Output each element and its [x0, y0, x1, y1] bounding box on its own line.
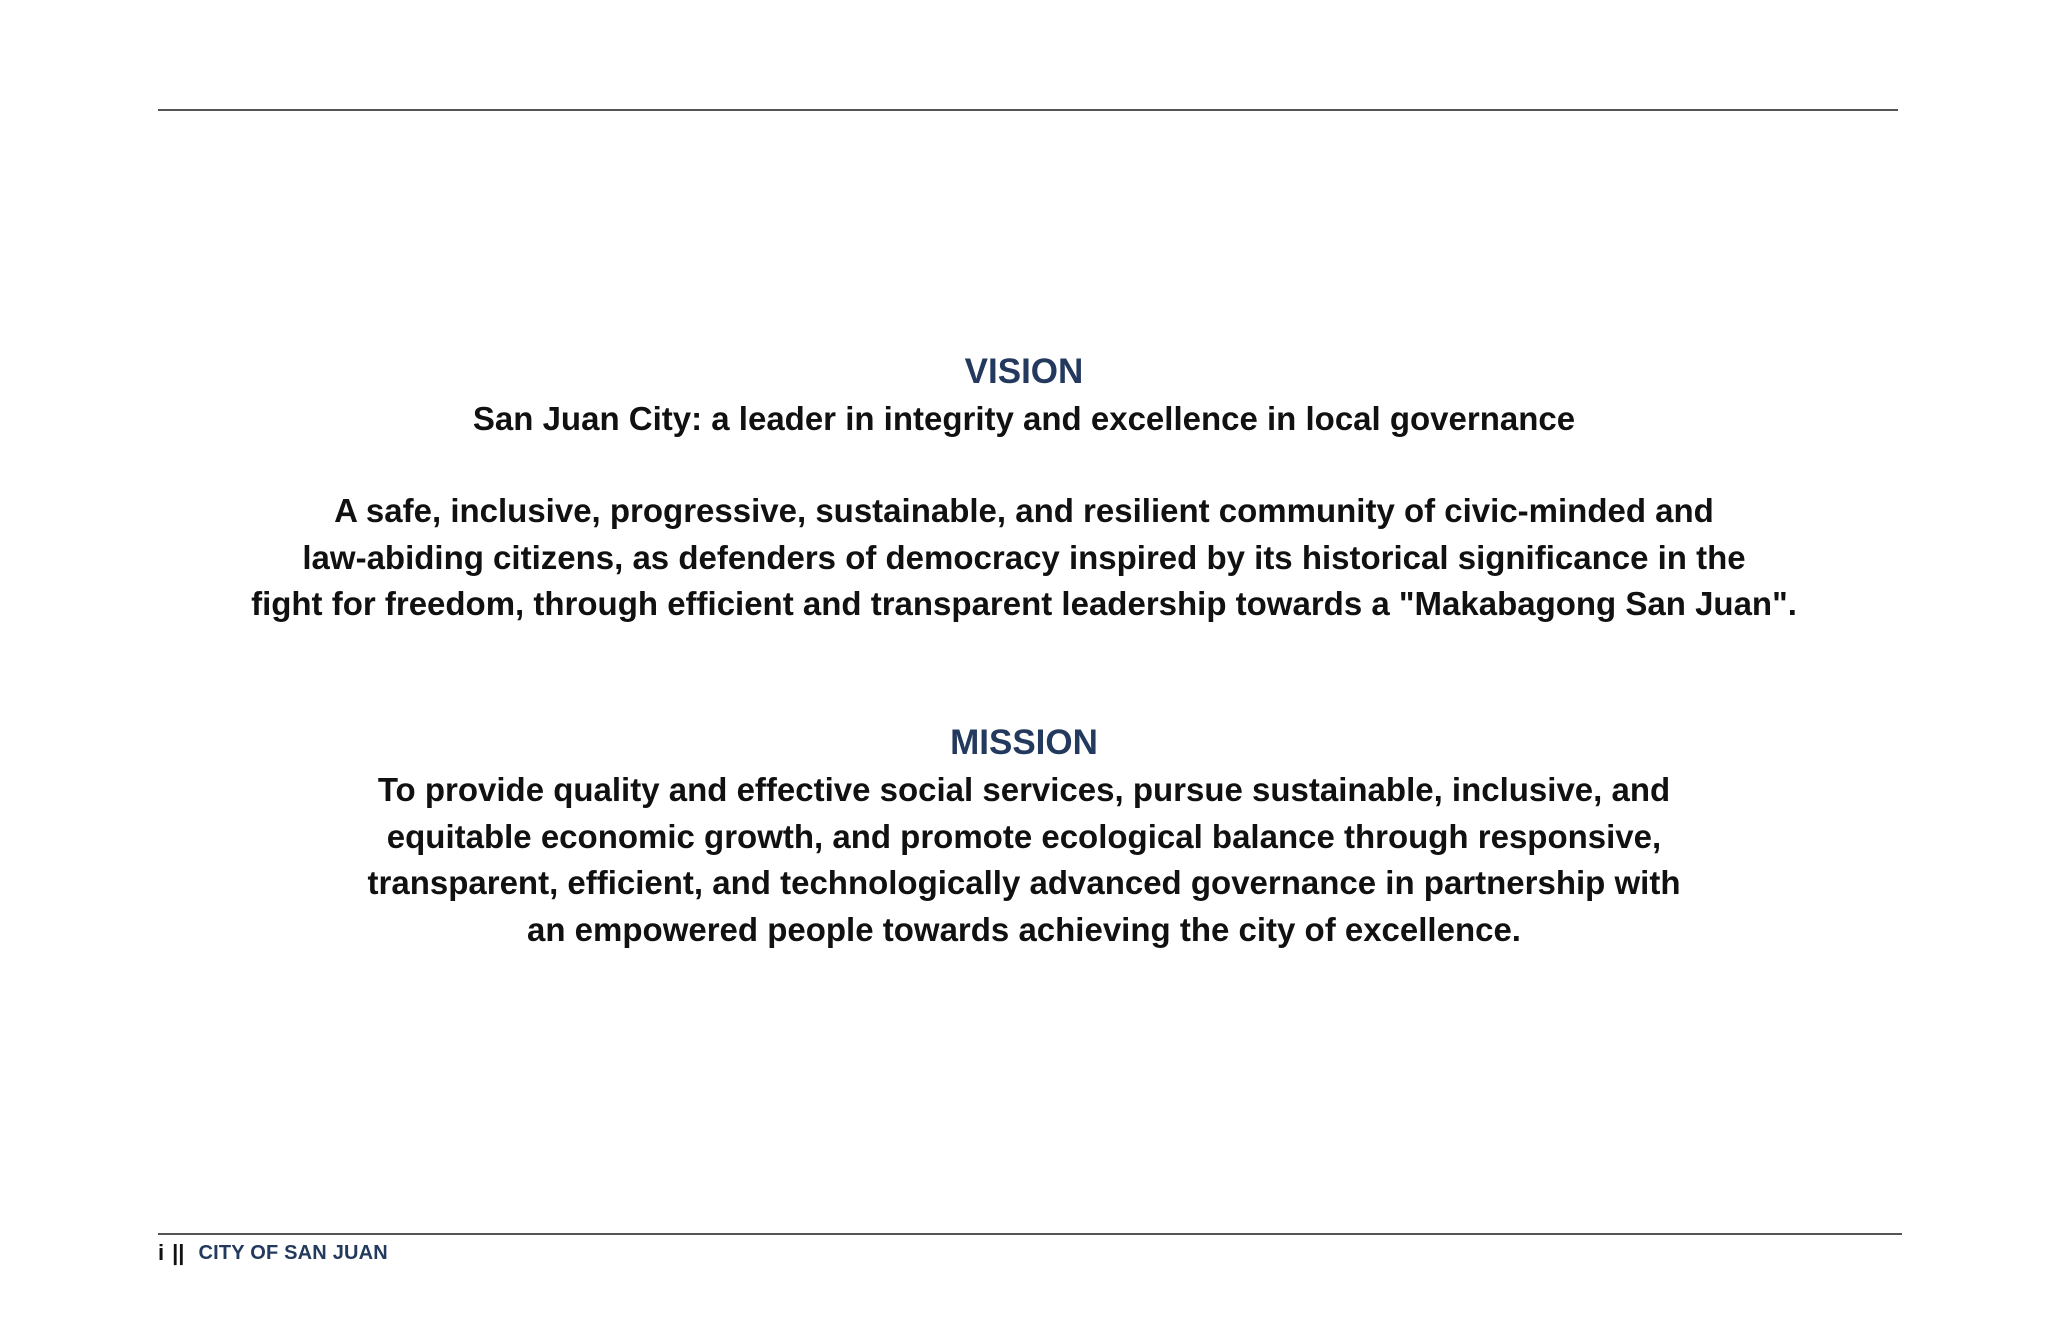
footer-separator: || [172, 1240, 185, 1265]
footer-organization: CITY OF SAN JUAN [198, 1241, 388, 1264]
vision-statement [0, 488, 2048, 628]
footer-rule [158, 1233, 1902, 1235]
mission-heading: MISSION [950, 723, 1098, 762]
vision-heading: VISION [964, 352, 1084, 391]
mission-statement-line: To provide quality and effective social services, pursue sustainable, inclusive, and [377, 771, 1671, 808]
vision-tagline-text: San Juan City: a leader in integrity and excellence in local governance [472, 400, 1576, 437]
page-footer [158, 1238, 388, 1268]
mission-statement-line: transparent, efficient, and technologically advanced governance in partnership with [367, 864, 1681, 901]
vision-statement-line: law-abiding citizens, as defenders of democracy inspired by its historical significance in the [302, 538, 1746, 576]
vision-statement-line: fight for freedom, through efficient and transparent leadership towards a "Makabagong San Juan". [251, 585, 1797, 622]
mission-statement-line: equitable economic growth, and promote ecological balance through responsive, [386, 817, 1662, 855]
mission-statement [0, 767, 2048, 953]
vision-tagline [0, 396, 2048, 443]
mission-statement-line: an empowered people towards achieving the city of excellence. [527, 910, 1521, 948]
header-rule [158, 109, 1898, 111]
page-number: i [158, 1240, 165, 1265]
vision-statement-line: A safe, inclusive, progressive, sustainable, and resilient community of civic-minded and [334, 492, 1714, 529]
